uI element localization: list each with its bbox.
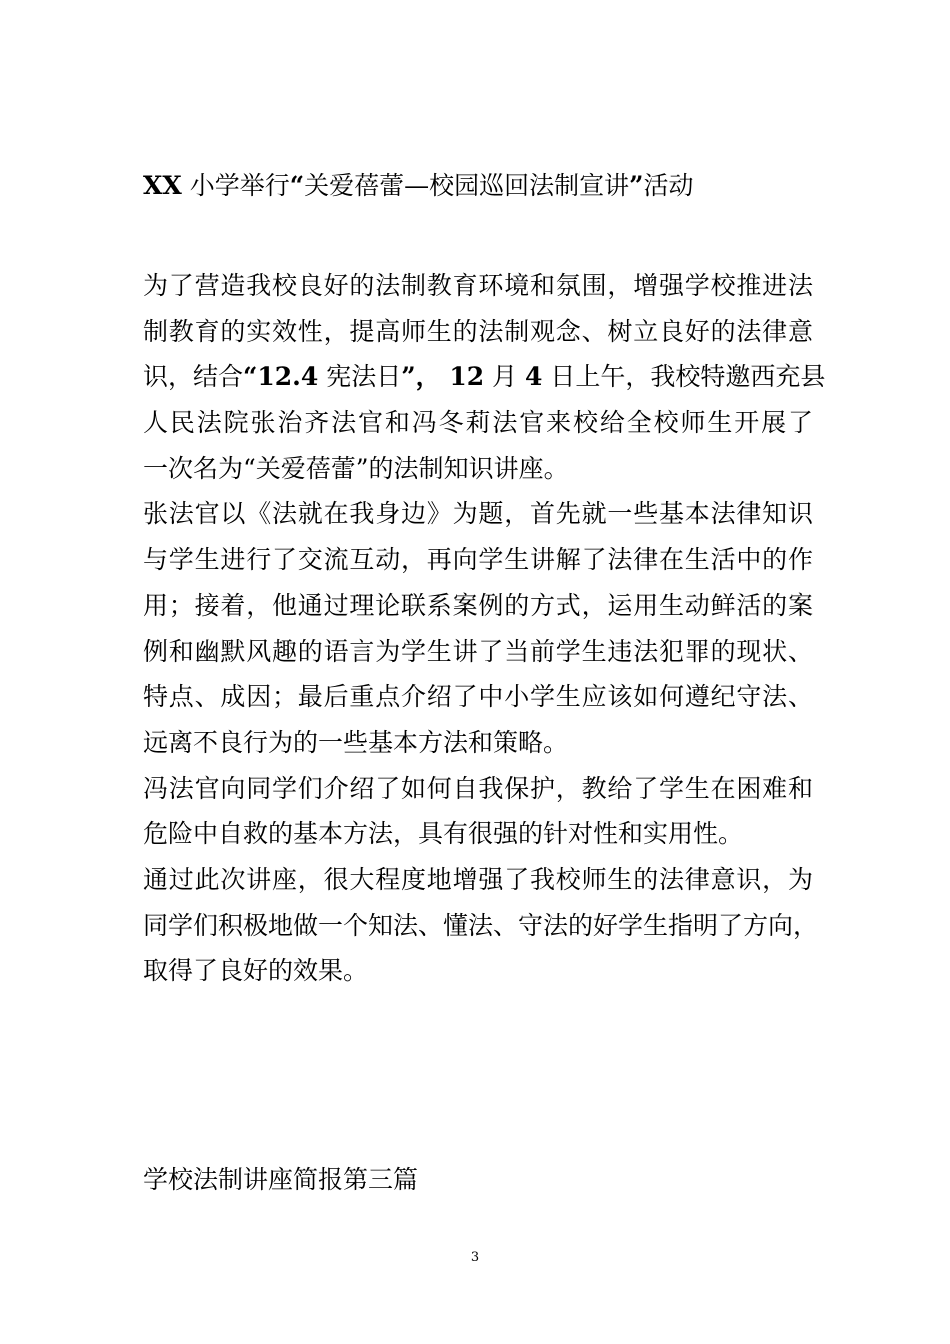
- body-line: 取得了良好的效果。: [143, 956, 369, 986]
- title-text: 小学举行: [181, 171, 290, 200]
- title-suffix: 活动: [643, 171, 694, 200]
- body-line: 例和幽默风趣的语言为学生讲了当前学生违法犯罪的现状、: [143, 636, 813, 666]
- body-line: 冯法官向同学们介绍了如何自我保护，教给了学生在困难和: [143, 773, 813, 803]
- body-line: [143, 354, 826, 400]
- body-line: 与学生进行了交流互动，再向学生讲解了法律在生活中的作: [143, 545, 813, 575]
- date-highlight: “12.4: [243, 362, 319, 392]
- body-line: 同学们积极地做一个知法、懂法、守法的好学生指明了方向，: [143, 910, 819, 940]
- body-line: 一次名为“关爱蓓蕾”的法制知识讲座。: [143, 453, 569, 483]
- line-segment: 日上午，我校特邀西充县: [542, 362, 826, 392]
- page-number: 3: [470, 1250, 480, 1265]
- date-highlight: 4: [525, 362, 543, 392]
- line-segment: 月: [484, 362, 526, 392]
- title-quote-open: “: [289, 171, 305, 200]
- body-line: 远离不良行为的一些基本方法和策略。: [143, 727, 569, 757]
- title-quote-close: ”: [629, 171, 644, 200]
- title-quoted: 关爱蓓蕾—校园巡回法制宣讲: [304, 171, 630, 200]
- body-line: 人民法院张治齐法官和冯冬莉法官来校给全校师生开展了: [143, 408, 813, 438]
- article-title: [143, 168, 823, 204]
- date-highlight: ”， 12: [401, 362, 485, 392]
- title-prefix: XX: [143, 171, 182, 200]
- body-line: 张法官以《法就在我身边》为题，首先就一些基本法律知识: [143, 499, 813, 529]
- line-segment: 宪法日: [318, 362, 402, 392]
- body-line: 用；接着，他通过理论联系案例的方式，运用生动鲜活的案: [143, 590, 813, 620]
- body-line: 制教育的实效性，提高师生的法制观念、树立良好的法律意: [143, 316, 813, 346]
- line-segment: 识，结合: [143, 362, 244, 392]
- section-heading: 学校法制讲座简报第三篇: [143, 1165, 419, 1194]
- article-body: [143, 263, 826, 994]
- body-line: 通过此次讲座，很大程度地增强了我校师生的法律意识，为: [143, 864, 813, 894]
- body-line: 为了营造我校良好的法制教育环境和氛围，增强学校推进法: [143, 271, 813, 300]
- body-line: 危险中自救的基本方法，具有很强的针对性和实用性。: [143, 819, 744, 849]
- body-line: 特点、成因；最后重点介绍了中小学生应该如何遵纪守法、: [143, 682, 813, 712]
